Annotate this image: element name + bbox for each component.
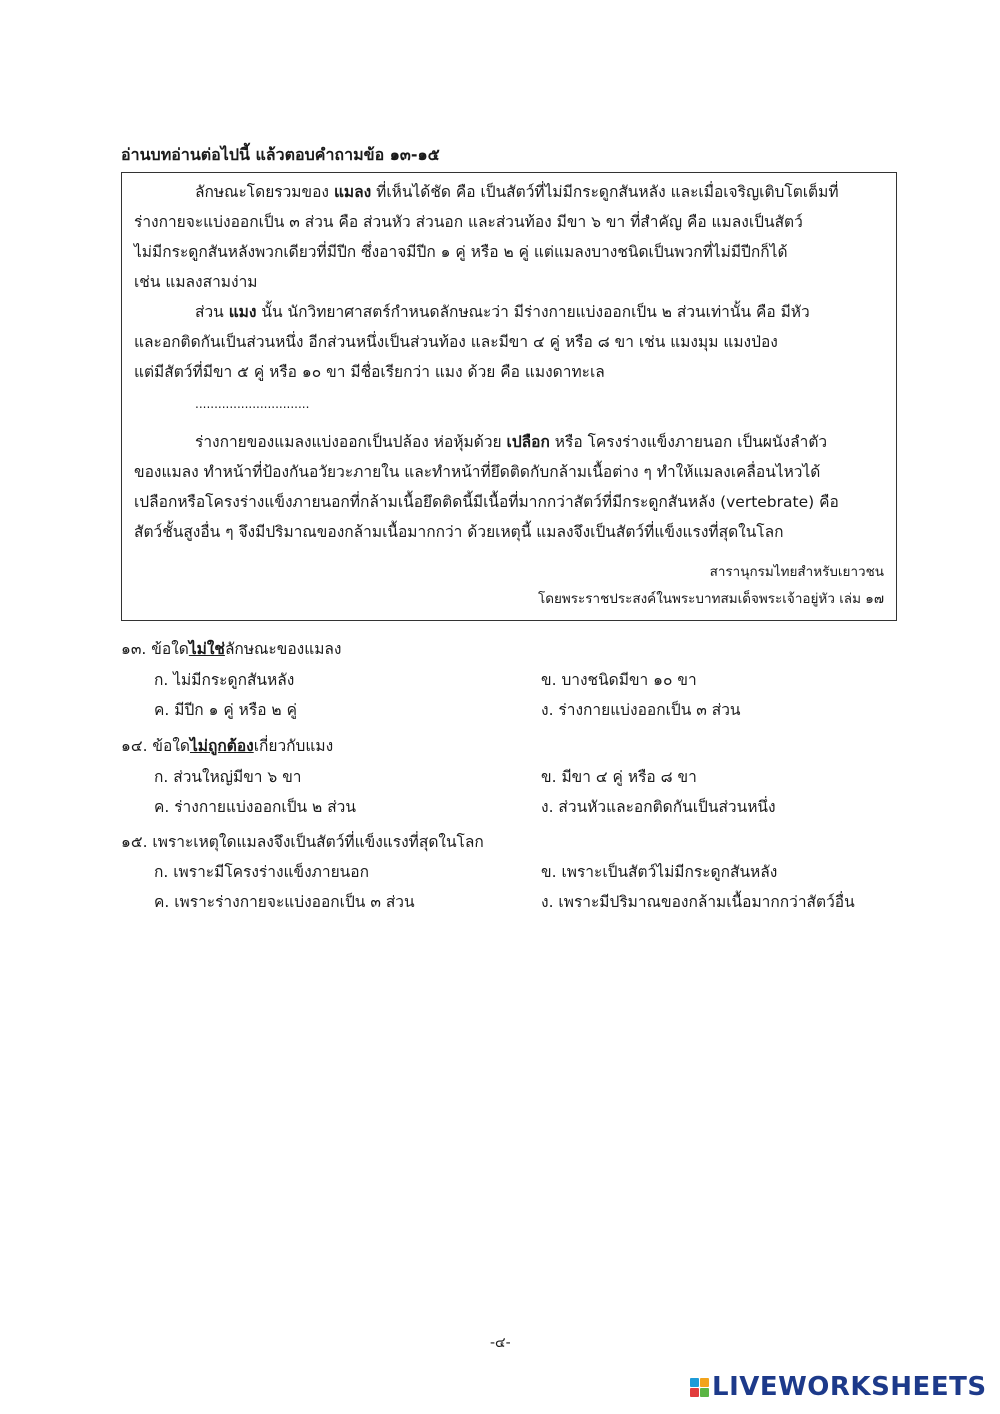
q13-option-c: ค. มีปีก ๑ คู่ หรือ ๒ คู่	[154, 701, 297, 719]
source-title: สารานุกรมไทยสำหรับเยาวชน	[709, 564, 884, 580]
q13-option-d: ง. ร่างกายแบ่งออกเป็น ๓ ส่วน	[541, 701, 741, 719]
reading-instruction: อ่านบทอ่านต่อไปนี้ แล้วตอบคำถามข้อ ๑๓-๑๕	[121, 145, 440, 164]
brand-text: LIVEWORKSHEETS	[712, 1372, 987, 1402]
passage-line: ของแมลง ทำหน้าที่ป้องกันอวัยวะภายใน และทำหน้าที่ยึดติดกับกล้ามเนื้อต่าง ๆ ทำให้แมลงเคลื่อนไหวได้	[134, 463, 821, 481]
passage-line: เปลือกหรือโครงร่างแข็งภายนอกที่กล้ามเนื้อยึดติดนี้มีเนื้อที่มากกว่าสัตว์ที่มีกระดูกสันหลัง (vertebrate) คือ	[134, 493, 839, 511]
passage-ellipsis: ..............................	[195, 397, 310, 411]
q15-option-c: ค. เพราะร่างกายจะแบ่งออกเป็น ๓ ส่วน	[154, 893, 415, 911]
passage-line: และอกติดกันเป็นส่วนหนึ่ง อีกส่วนหนึ่งเป็นส่วนท้อง และมีขา ๔ คู่ หรือ ๘ ขา เช่น แมงมุม แมงป่อง	[134, 333, 778, 351]
passage-line: ส่วน แมง นั้น นักวิทยาศาสตร์กำหนดลักษณะว่า มีร่างกายแบ่งออกเป็น ๒ ส่วนเท่านั้น คือ มีหัว	[195, 303, 810, 321]
passage-line: สัตว์ชั้นสูงอื่น ๆ จึงมีปริมาณของกล้ามเนื้อมากกว่า ด้วยเหตุนี้ แมลงจึงเป็นสัตว์ที่แข็งแรงที่สุดในโลก	[134, 523, 784, 541]
question-emphasis: ไม่ใช่	[188, 640, 225, 658]
q14-option-a: ก. ส่วนใหญ่มีขา ๖ ขา	[154, 768, 302, 786]
passage-line: แต่มีสัตว์ที่มีขา ๕ คู่ หรือ ๑๐ ขา มีชื่อเรียกว่า แมง ด้วย คือ แมงดาทะเล	[134, 363, 605, 381]
keyword-insect: แมลง	[333, 183, 372, 201]
passage-line: เช่น แมลงสามง่าม	[134, 273, 258, 291]
q14-option-d: ง. ส่วนหัวและอกติดกันเป็นส่วนหนึ่ง	[541, 798, 776, 816]
liveworksheets-logo[interactable]	[690, 1372, 987, 1402]
question-14: ๑๔. ข้อใดไม่ถูกต้องเกี่ยวกับแมง	[121, 737, 334, 755]
question-emphasis: ไม่ถูกต้อง	[189, 737, 254, 755]
passage-line: ร่างกายของแมลงแบ่งออกเป็นปล้อง ห่อหุ้มด้วย เปลือก หรือ โครงร่างแข็งภายนอก เป็นผนังลำตัว	[195, 433, 828, 451]
keyword-arachnid: แมง	[228, 303, 257, 321]
q13-option-b: ข. บางชนิดมีขา ๑๐ ขา	[541, 671, 697, 689]
source-subtitle: โดยพระราชประสงค์ในพระบาทสมเด็จพระเจ้าอยู่หัว เล่ม ๑๗	[537, 591, 884, 607]
passage-box	[121, 172, 897, 621]
passage-line: ลักษณะโดยรวมของ แมลง ที่เห็นได้ชัด คือ เป็นสัตว์ที่ไม่มีกระดูกสันหลัง และเมื่อเจริญเติบโตเต็มที่	[195, 183, 839, 201]
q14-option-b: ข. มีขา ๔ คู่ หรือ ๘ ขา	[541, 768, 697, 786]
q13-option-a: ก. ไม่มีกระดูกสันหลัง	[154, 671, 295, 689]
keyword-shell: เปลือก	[506, 433, 550, 451]
q15-option-d: ง. เพราะมีปริมาณของกล้ามเนื้อมากกว่าสัตว์อื่น	[541, 893, 855, 911]
question-13: ๑๓. ข้อใดไม่ใช่ลักษณะของแมลง	[121, 640, 342, 658]
question-15: ๑๕. เพราะเหตุใดแมลงจึงเป็นสัตว์ที่แข็งแรงที่สุดในโลก	[121, 833, 484, 851]
passage-line: ร่างกายจะแบ่งออกเป็น ๓ ส่วน คือ ส่วนหัว ส่วนอก และส่วนท้อง มีขา ๖ ขา ที่สำคัญ คือ แมลงเป็นสัตว์	[134, 213, 803, 231]
logo-mark-icon	[690, 1378, 709, 1397]
page-number: -๔-	[490, 1335, 511, 1351]
passage-line: ไม่มีกระดูกสันหลังพวกเดียวที่มีปีก ซึ่งอาจมีปีก ๑ คู่ หรือ ๒ คู่ แต่แมลงบางชนิดเป็นพวกที่ไม่มีปีกก็ได้	[134, 243, 788, 261]
q15-option-b: ข. เพราะเป็นสัตว์ไม่มีกระดูกสันหลัง	[541, 863, 778, 881]
q15-option-a: ก. เพราะมีโครงร่างแข็งภายนอก	[154, 863, 369, 881]
q14-option-c: ค. ร่างกายแบ่งออกเป็น ๒ ส่วน	[154, 798, 356, 816]
